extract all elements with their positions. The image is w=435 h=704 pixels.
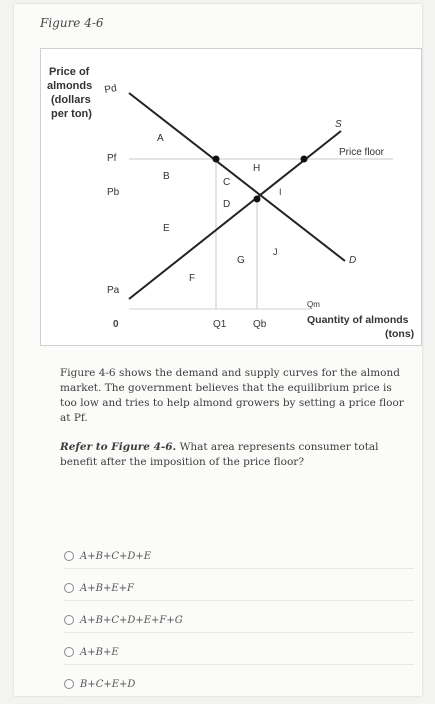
question-intro: Figure 4-6 shows the demand and supply curves for the almond market. The government believes that the equilibrium price is too low and tries to help almond growers by setting a price floor at Pf. (60, 367, 404, 424)
area-label-b: B (163, 171, 170, 182)
answer-options (64, 544, 414, 704)
textbook-page (14, 4, 422, 696)
radio-button-icon[interactable] (64, 679, 74, 689)
answer-option-2[interactable] (64, 576, 414, 601)
area-label-e: E (163, 223, 170, 234)
question-text (60, 366, 410, 484)
demand-label: D (349, 255, 357, 266)
radio-button-icon[interactable] (64, 551, 74, 561)
y-axis-label-line-3: (dollars (51, 94, 91, 106)
demand-curve (129, 93, 345, 261)
answer-option-label: A+B+E (80, 646, 119, 658)
x-axis-label-line-1: Quantity of almonds (307, 314, 409, 326)
y-axis-label-line-4: per ton) (51, 108, 92, 120)
area-label-a: A (157, 133, 164, 144)
question-prompt-paragraph (60, 440, 410, 470)
answer-option-label: A+B+C+D+E+F+G (80, 614, 183, 626)
supply-demand-diagram (41, 49, 421, 345)
answer-option-label: A+B+E+F (80, 582, 134, 594)
y-axis-label-line-1: Price of (49, 66, 90, 78)
floor-supply-point (301, 156, 308, 163)
quantity-label-qb: Qb (253, 319, 267, 330)
price-label-pb: Pb (107, 187, 120, 198)
figure-box (40, 48, 422, 346)
supply-label: S (335, 119, 342, 130)
area-label-g: G (237, 255, 245, 266)
area-label-h: H (253, 163, 261, 174)
price-label-pf: Pf (107, 153, 117, 164)
answer-option-1[interactable] (64, 544, 414, 569)
price-floor-label: Price floor (339, 147, 385, 158)
area-label-i: I (279, 187, 282, 197)
x-axis-label-line-2: (tons) (385, 328, 415, 340)
area-label-j: J (273, 247, 278, 257)
answer-option-4[interactable] (64, 640, 414, 665)
floor-demand-point (213, 156, 220, 163)
price-label-pd: Pd (103, 82, 118, 96)
quantity-label-q1: Q1 (213, 319, 227, 330)
answer-option-label: B+C+E+D (80, 678, 136, 690)
y-axis-label-line-2: almonds (47, 80, 93, 92)
figure-title: Figure 4-6 (40, 16, 104, 30)
origin-label: 0 (113, 319, 119, 330)
radio-button-icon[interactable] (64, 647, 74, 657)
quantity-label-qm: Qm (307, 300, 320, 309)
question-prompt: What area represents consumer total benefit after the imposition of the price floor? (60, 441, 379, 468)
supply-curve (129, 131, 341, 299)
area-label-d: D (223, 199, 231, 210)
radio-button-icon[interactable] (64, 583, 74, 593)
answer-option-5[interactable] (64, 672, 414, 697)
answer-option-label: A+B+C+D+E (80, 550, 152, 562)
area-label-f: F (189, 273, 196, 284)
answer-option-3[interactable] (64, 608, 414, 633)
price-label-pa: Pa (107, 285, 120, 296)
radio-button-icon[interactable] (64, 615, 74, 625)
equilibrium-point (254, 196, 261, 203)
question-refer: Refer to Figure 4-6. (60, 441, 177, 453)
area-label-c: C (223, 177, 231, 188)
